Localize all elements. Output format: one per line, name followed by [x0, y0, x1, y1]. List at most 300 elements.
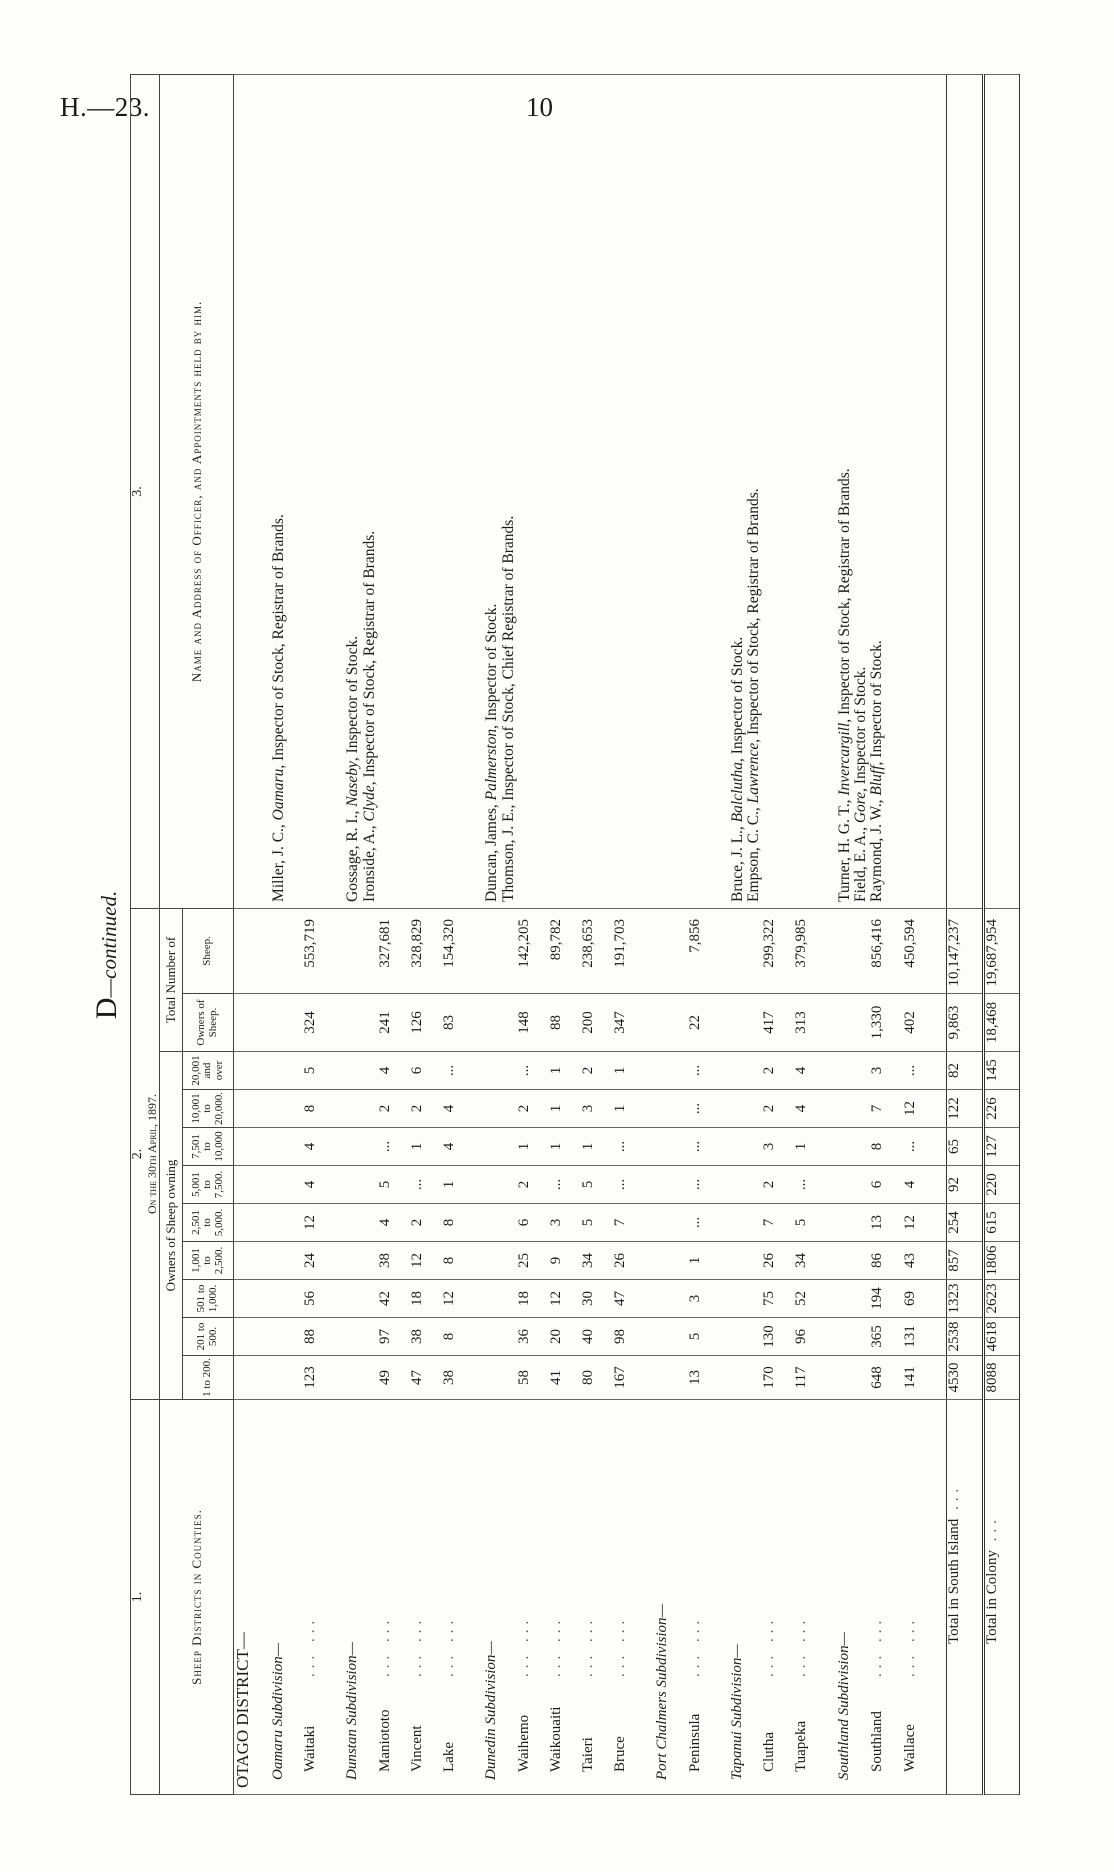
empty-cell — [335, 1318, 345, 1356]
empty-cell — [271, 908, 303, 993]
spacer-row — [936, 74, 947, 1794]
sheep-total-cell: 299,322 — [762, 908, 794, 993]
owner-count-cell: 1 — [549, 1052, 581, 1090]
total-count-cell: 615 — [983, 1204, 1019, 1242]
empty-cell — [345, 1052, 377, 1090]
owner-count-cell: 18 — [410, 1280, 442, 1318]
owner-count-cell: 38 — [378, 1242, 410, 1280]
empty-cell — [484, 1166, 516, 1204]
empty-cell — [655, 1318, 687, 1356]
owner-count-cell: 2 — [581, 1052, 613, 1090]
total-sheep-cell: 19,687,954 — [983, 908, 1019, 993]
empty-cell — [345, 1128, 377, 1166]
empty-cell — [720, 908, 730, 993]
officer-cell — [484, 74, 645, 908]
empty-cell — [271, 1204, 303, 1242]
owner-count-cell: 56 — [303, 1280, 335, 1318]
county-cell — [688, 1400, 720, 1795]
owner-count-cell: 4 — [903, 1166, 936, 1204]
empty-cell — [936, 1204, 947, 1242]
officer-cell — [837, 74, 937, 908]
empty-cell — [484, 908, 516, 993]
empty-cell — [474, 1356, 484, 1400]
owner-count-cell: 141 — [903, 1356, 936, 1400]
county-name: Maniototo — [376, 1709, 393, 1772]
empty-cell — [983, 74, 1019, 908]
owner-count-cell: 6 — [517, 1204, 549, 1242]
empty-cell — [335, 1204, 345, 1242]
empty-cell — [484, 1090, 516, 1128]
empty-cell — [827, 1280, 837, 1318]
county-cell — [549, 1400, 581, 1795]
sheep-total-cell: 89,782 — [549, 908, 581, 993]
owner-count-cell: 648 — [870, 1356, 903, 1400]
owner-count-cell: 4 — [442, 1128, 474, 1166]
leader-dots: ... ... — [579, 1615, 596, 1677]
owners-total-cell: 324 — [303, 994, 335, 1052]
total-count-cell: 2538 — [947, 1318, 983, 1356]
officer-appointments: , Inspector of Stock. — [728, 636, 746, 763]
empty-cell — [720, 994, 730, 1052]
empty-cell — [271, 1128, 303, 1166]
officer-cell — [655, 74, 719, 908]
empty-cell — [474, 1052, 484, 1090]
empty-cell — [837, 1128, 870, 1166]
subdivision-row — [730, 74, 762, 1794]
owner-count-cell: 4 — [442, 1090, 474, 1128]
county-name: Taieri — [579, 1737, 596, 1772]
subdivision-name: Southland Subdivision— — [837, 1400, 870, 1795]
subdivision-row — [655, 74, 687, 1794]
owner-count-cell: 2 — [378, 1090, 410, 1128]
total-count-cell: 857 — [947, 1242, 983, 1280]
empty-cell — [474, 1166, 484, 1204]
empty-cell — [837, 1204, 870, 1242]
owners-total-cell: 148 — [517, 994, 549, 1052]
total-colony-row — [983, 74, 1019, 1794]
empty-cell — [720, 1242, 730, 1280]
total-owners-cell: 9,863 — [947, 994, 983, 1052]
empty-cell — [655, 1128, 687, 1166]
owners-total-cell: 88 — [549, 994, 581, 1052]
officer-entry — [853, 77, 869, 902]
officer-entry — [484, 77, 500, 902]
officer-place: Gore — [851, 791, 869, 824]
empty-cell — [271, 1280, 303, 1318]
size-class-header: 20,001 and over — [183, 1052, 234, 1090]
owners-total-cell: 402 — [903, 994, 936, 1052]
owner-count-cell: 1 — [613, 1052, 645, 1090]
empty-cell — [335, 994, 345, 1052]
owners-total-cell: 1,330 — [870, 994, 903, 1052]
officer-name: Field, E. A., — [851, 823, 869, 902]
table-continued: —continued. — [97, 890, 121, 998]
owner-count-cell: 5 — [688, 1318, 720, 1356]
size-class-header: 7,501 to 10,000 — [183, 1128, 234, 1166]
empty-cell — [335, 1242, 345, 1280]
owner-count-cell: ... — [903, 1128, 936, 1166]
empty-cell — [720, 1090, 730, 1128]
col-header-date — [131, 908, 160, 1399]
total-count-cell: 226 — [983, 1090, 1019, 1128]
owner-count-cell: 1 — [688, 1242, 720, 1280]
officer-place: Invercargill — [835, 722, 853, 796]
empty-cell — [655, 1166, 687, 1204]
owner-count-cell: 43 — [903, 1242, 936, 1280]
empty-cell — [936, 1242, 947, 1280]
owner-count-cell: 12 — [903, 1090, 936, 1128]
empty-cell — [720, 1166, 730, 1204]
empty-cell — [234, 994, 272, 1052]
leader-dots: ... ... — [761, 1615, 778, 1677]
owner-count-cell: 80 — [581, 1356, 613, 1400]
officer-header: Name and Address of Officer, and Appointments held by him. — [160, 74, 234, 908]
empty-cell — [936, 1128, 947, 1166]
empty-cell — [271, 1318, 303, 1356]
empty-cell — [271, 1242, 303, 1280]
owner-count-cell: 3 — [870, 1052, 903, 1090]
officer-appointments: , Inspector of Stock. — [483, 603, 501, 729]
empty-cell — [474, 1128, 484, 1166]
owner-count-cell: 12 — [549, 1280, 581, 1318]
owner-count-cell: 9 — [549, 1242, 581, 1280]
empty-cell — [234, 1166, 272, 1204]
sheep-total-cell: 238,653 — [581, 908, 613, 993]
officer-place: Oamaru — [270, 768, 288, 821]
owner-count-cell: 97 — [378, 1318, 410, 1356]
owner-count-cell: 3 — [581, 1090, 613, 1128]
officer-entry — [501, 77, 517, 902]
county-name: Peninsula — [686, 1713, 703, 1772]
empty-cell — [645, 1204, 655, 1242]
officer-place: Lawrence — [745, 742, 763, 804]
county-name: Wallace — [902, 1724, 919, 1772]
officer-appointments: , Inspector of Stock, Registrar of Brands. — [745, 488, 763, 743]
owners-total-cell: 417 — [762, 994, 794, 1052]
owner-count-cell: 1 — [517, 1128, 549, 1166]
owner-count-cell: 2 — [410, 1204, 442, 1242]
county-name: Waitaki — [302, 1725, 319, 1772]
col-number-3: 3. — [131, 74, 160, 908]
owner-count-cell: 1 — [613, 1090, 645, 1128]
owner-count-cell: 13 — [870, 1204, 903, 1242]
empty-cell — [720, 1318, 730, 1356]
empty-cell — [474, 994, 484, 1052]
date-heading: On the 30th April, 1897. — [145, 1093, 160, 1214]
officer-entry — [730, 77, 746, 902]
empty-cell — [234, 1280, 272, 1318]
leader-dots: ... ... — [302, 1615, 319, 1677]
owner-count-cell: 34 — [794, 1242, 826, 1280]
owner-count-cell: 2 — [517, 1090, 549, 1128]
officer-name: Turner, H. G. T., — [835, 795, 853, 902]
owner-count-cell: 1 — [549, 1090, 581, 1128]
empty-cell — [271, 994, 303, 1052]
owners-group-header: Owners of Sheep owning — [160, 1052, 183, 1400]
col-number-2: 2. — [130, 1148, 146, 1160]
total-count-cell: 82 — [947, 1052, 983, 1090]
owner-count-cell: 2 — [762, 1166, 794, 1204]
leader-dots: ... ... — [868, 1615, 885, 1677]
empty-cell — [345, 1280, 377, 1318]
empty-cell — [345, 1356, 377, 1400]
owner-count-cell: 38 — [410, 1318, 442, 1356]
owner-count-cell: 1 — [794, 1128, 826, 1166]
owners-total-cell: 347 — [613, 994, 645, 1052]
leader-dots: ... ... — [902, 1615, 919, 1677]
owner-count-cell: 8 — [442, 1204, 474, 1242]
owner-count-cell: 49 — [378, 1356, 410, 1400]
owner-count-cell: ... — [688, 1204, 720, 1242]
owner-count-cell: 41 — [549, 1356, 581, 1400]
officer-appointments: , Inspector of Stock, Registrar of Brands. — [270, 514, 288, 769]
owner-count-cell: 131 — [903, 1318, 936, 1356]
sheep-total-cell: 379,985 — [794, 908, 826, 993]
county-cell — [378, 1400, 410, 1795]
officer-place: Clyde — [360, 785, 378, 822]
district-row — [234, 74, 272, 1794]
size-class-header: 1,001 to 2,500. — [183, 1242, 234, 1280]
empty-cell — [730, 994, 762, 1052]
empty-cell — [474, 1204, 484, 1242]
empty-cell — [335, 1052, 345, 1090]
owner-count-cell: 12 — [303, 1204, 335, 1242]
officer-cell — [345, 74, 474, 908]
owner-count-cell: 34 — [581, 1242, 613, 1280]
empty-cell — [484, 1204, 516, 1242]
owner-count-cell: 26 — [762, 1242, 794, 1280]
total-count-cell: 1806 — [983, 1242, 1019, 1280]
officer-place: Palmerston — [483, 728, 501, 801]
empty-cell — [335, 1128, 345, 1166]
empty-cell — [645, 1128, 655, 1166]
empty-cell — [827, 1356, 837, 1400]
empty-cell — [271, 1356, 303, 1400]
officer-appointments: , Inspector of Stock. — [868, 640, 886, 766]
empty-cell — [335, 1280, 345, 1318]
size-class-header: 1 to 200. — [183, 1356, 234, 1400]
owner-count-cell: 2 — [517, 1166, 549, 1204]
owner-count-cell: 130 — [762, 1318, 794, 1356]
owner-count-cell: 42 — [378, 1280, 410, 1318]
total-label-cell — [947, 1400, 983, 1795]
empty-cell — [645, 1280, 655, 1318]
spacer-row — [335, 74, 345, 1794]
empty-cell — [655, 994, 687, 1052]
empty-cell — [234, 1090, 272, 1128]
owner-count-cell: 5 — [581, 1204, 613, 1242]
officer-entry — [746, 77, 762, 902]
officer-cell — [730, 74, 827, 908]
owner-count-cell: 1 — [442, 1166, 474, 1204]
empty-cell — [837, 1280, 870, 1318]
empty-cell — [827, 1242, 837, 1280]
leader-dots: ... ... — [612, 1615, 629, 1677]
total-count-cell: 254 — [947, 1204, 983, 1242]
county-name: Vincent — [408, 1725, 425, 1772]
empty-cell — [837, 1090, 870, 1128]
owners-count-header: Owners of Sheep. — [183, 994, 234, 1052]
empty-cell — [335, 908, 345, 993]
spacer-row — [827, 74, 837, 1794]
total-group-header: Total Number of — [160, 908, 183, 1051]
subdivision-row — [837, 74, 870, 1794]
empty-cell — [655, 1280, 687, 1318]
owner-count-cell: 170 — [762, 1356, 794, 1400]
owner-count-cell: 36 — [517, 1318, 549, 1356]
leader-dots: ... ... — [686, 1615, 703, 1677]
officer-name: Empson, C. C., — [745, 803, 763, 902]
owner-count-cell: 12 — [410, 1242, 442, 1280]
owner-count-cell: 8 — [303, 1090, 335, 1128]
leader-dots: ... ... — [376, 1615, 393, 1677]
empty-cell — [720, 1356, 730, 1400]
empty-cell — [947, 74, 983, 908]
empty-cell — [936, 1280, 947, 1318]
owners-total-cell: 83 — [442, 994, 474, 1052]
owner-count-cell: 5 — [581, 1166, 613, 1204]
owner-count-cell: 4 — [378, 1204, 410, 1242]
size-class-header: 5,001 to 7,500. — [183, 1166, 234, 1204]
owner-count-cell: 25 — [517, 1242, 549, 1280]
empty-cell — [730, 1166, 762, 1204]
empty-cell — [655, 1356, 687, 1400]
owners-total-cell: 126 — [410, 994, 442, 1052]
leader-dots: ... — [946, 1483, 963, 1519]
empty-cell — [335, 1356, 345, 1400]
empty-cell — [730, 908, 762, 993]
spacer-row — [720, 74, 730, 1794]
owner-count-cell: 1 — [549, 1128, 581, 1166]
total-label: Total in Colony — [983, 1550, 1000, 1644]
owner-count-cell: ... — [410, 1166, 442, 1204]
sheep-total-cell: 328,829 — [410, 908, 442, 993]
sheep-total-cell: 154,320 — [442, 908, 474, 993]
owner-count-cell: 69 — [903, 1280, 936, 1318]
owner-count-cell: 5 — [303, 1052, 335, 1090]
officer-entry — [869, 77, 885, 902]
total-south-island-row — [947, 74, 983, 1794]
officer-entry — [362, 77, 378, 902]
sheep-total-cell: 856,416 — [870, 908, 903, 993]
sheep-owners-table — [130, 74, 1020, 1795]
officer-appointments: , Inspector of Stock, Registrar of Brands. — [835, 468, 853, 723]
officer-place: Bluff — [868, 765, 886, 796]
empty-cell — [645, 1242, 655, 1280]
subdivision-name: Oamaru Subdivision— — [271, 1400, 303, 1795]
district-name: OTAGO DISTRICT— — [234, 1400, 272, 1795]
empty-cell — [655, 1052, 687, 1090]
owner-count-cell: 6 — [410, 1052, 442, 1090]
officer-name: Duncan, James, — [483, 800, 501, 902]
empty-cell — [730, 1242, 762, 1280]
empty-cell — [936, 1356, 947, 1400]
officer-name: Thomson, J. E., Inspector of Stock, Chief Registrar of Brands. — [499, 515, 517, 902]
county-cell — [581, 1400, 613, 1795]
owner-count-cell: 98 — [613, 1318, 645, 1356]
owner-count-cell: 2 — [762, 1052, 794, 1090]
empty-cell — [345, 1204, 377, 1242]
empty-cell — [335, 1090, 345, 1128]
owner-count-cell: 5 — [794, 1204, 826, 1242]
owner-count-cell: 12 — [442, 1280, 474, 1318]
empty-cell — [837, 1166, 870, 1204]
total-count-cell: 4618 — [983, 1318, 1019, 1356]
empty-cell — [271, 1166, 303, 1204]
empty-cell — [645, 1356, 655, 1400]
owner-count-cell: 96 — [794, 1318, 826, 1356]
empty-cell — [234, 1128, 272, 1166]
owner-count-cell: ... — [794, 1166, 826, 1204]
owner-count-cell: 365 — [870, 1318, 903, 1356]
owner-count-cell: 6 — [870, 1166, 903, 1204]
empty-cell — [837, 1052, 870, 1090]
officer-name: Miller, J. C., — [270, 820, 288, 902]
sheep-total-cell: 7,856 — [688, 908, 720, 993]
empty-cell — [484, 1128, 516, 1166]
empty-cell — [645, 1318, 655, 1356]
owners-total-cell: 22 — [688, 994, 720, 1052]
sheep-total-cell: 142,205 — [517, 908, 549, 993]
total-sheep-cell: 10,147,237 — [947, 908, 983, 993]
empty-cell — [484, 1242, 516, 1280]
empty-cell — [730, 1090, 762, 1128]
empty-cell — [655, 1090, 687, 1128]
owner-count-cell: 8 — [442, 1318, 474, 1356]
empty-cell — [720, 1052, 730, 1090]
county-cell — [794, 1400, 826, 1795]
owner-count-cell: 75 — [762, 1280, 794, 1318]
empty-cell — [474, 1318, 484, 1356]
empty-cell — [645, 1090, 655, 1128]
officer-cell — [271, 74, 335, 908]
leader-dots: ... ... — [441, 1615, 458, 1677]
owner-count-cell: ... — [688, 1090, 720, 1128]
county-name: Bruce — [612, 1736, 629, 1772]
table-heading — [90, 115, 128, 1795]
owner-count-cell: 4 — [303, 1128, 335, 1166]
empty-cell — [645, 74, 655, 908]
owners-total-cell: 313 — [794, 994, 826, 1052]
empty-cell — [335, 1166, 345, 1204]
empty-cell — [345, 994, 377, 1052]
officer-name: Bruce, J. L., — [728, 822, 746, 902]
officer-place: Naseby — [344, 761, 362, 807]
empty-cell — [720, 1204, 730, 1242]
owner-count-cell: 7 — [762, 1204, 794, 1242]
empty-cell — [345, 1318, 377, 1356]
owner-count-cell: ... — [688, 1128, 720, 1166]
officer-place: Balclutha — [728, 762, 746, 823]
officer-name: Raymond, J. W., — [868, 795, 886, 902]
empty-cell — [645, 1166, 655, 1204]
total-count-cell: 8088 — [983, 1356, 1019, 1400]
owner-count-cell: ... — [549, 1166, 581, 1204]
empty-cell — [474, 1242, 484, 1280]
leader-dots: ... ... — [793, 1615, 810, 1677]
total-count-cell: 220 — [983, 1166, 1019, 1204]
empty-cell — [484, 1052, 516, 1090]
owner-count-cell: 58 — [517, 1356, 549, 1400]
total-count-cell: 2623 — [983, 1280, 1019, 1318]
empty-cell — [484, 994, 516, 1052]
table-letter: D — [90, 997, 123, 1020]
leader-dots: ... ... — [408, 1615, 425, 1677]
subdivision-row — [484, 74, 516, 1794]
empty-cell — [827, 1052, 837, 1090]
empty-cell — [827, 994, 837, 1052]
county-cell — [442, 1400, 474, 1795]
